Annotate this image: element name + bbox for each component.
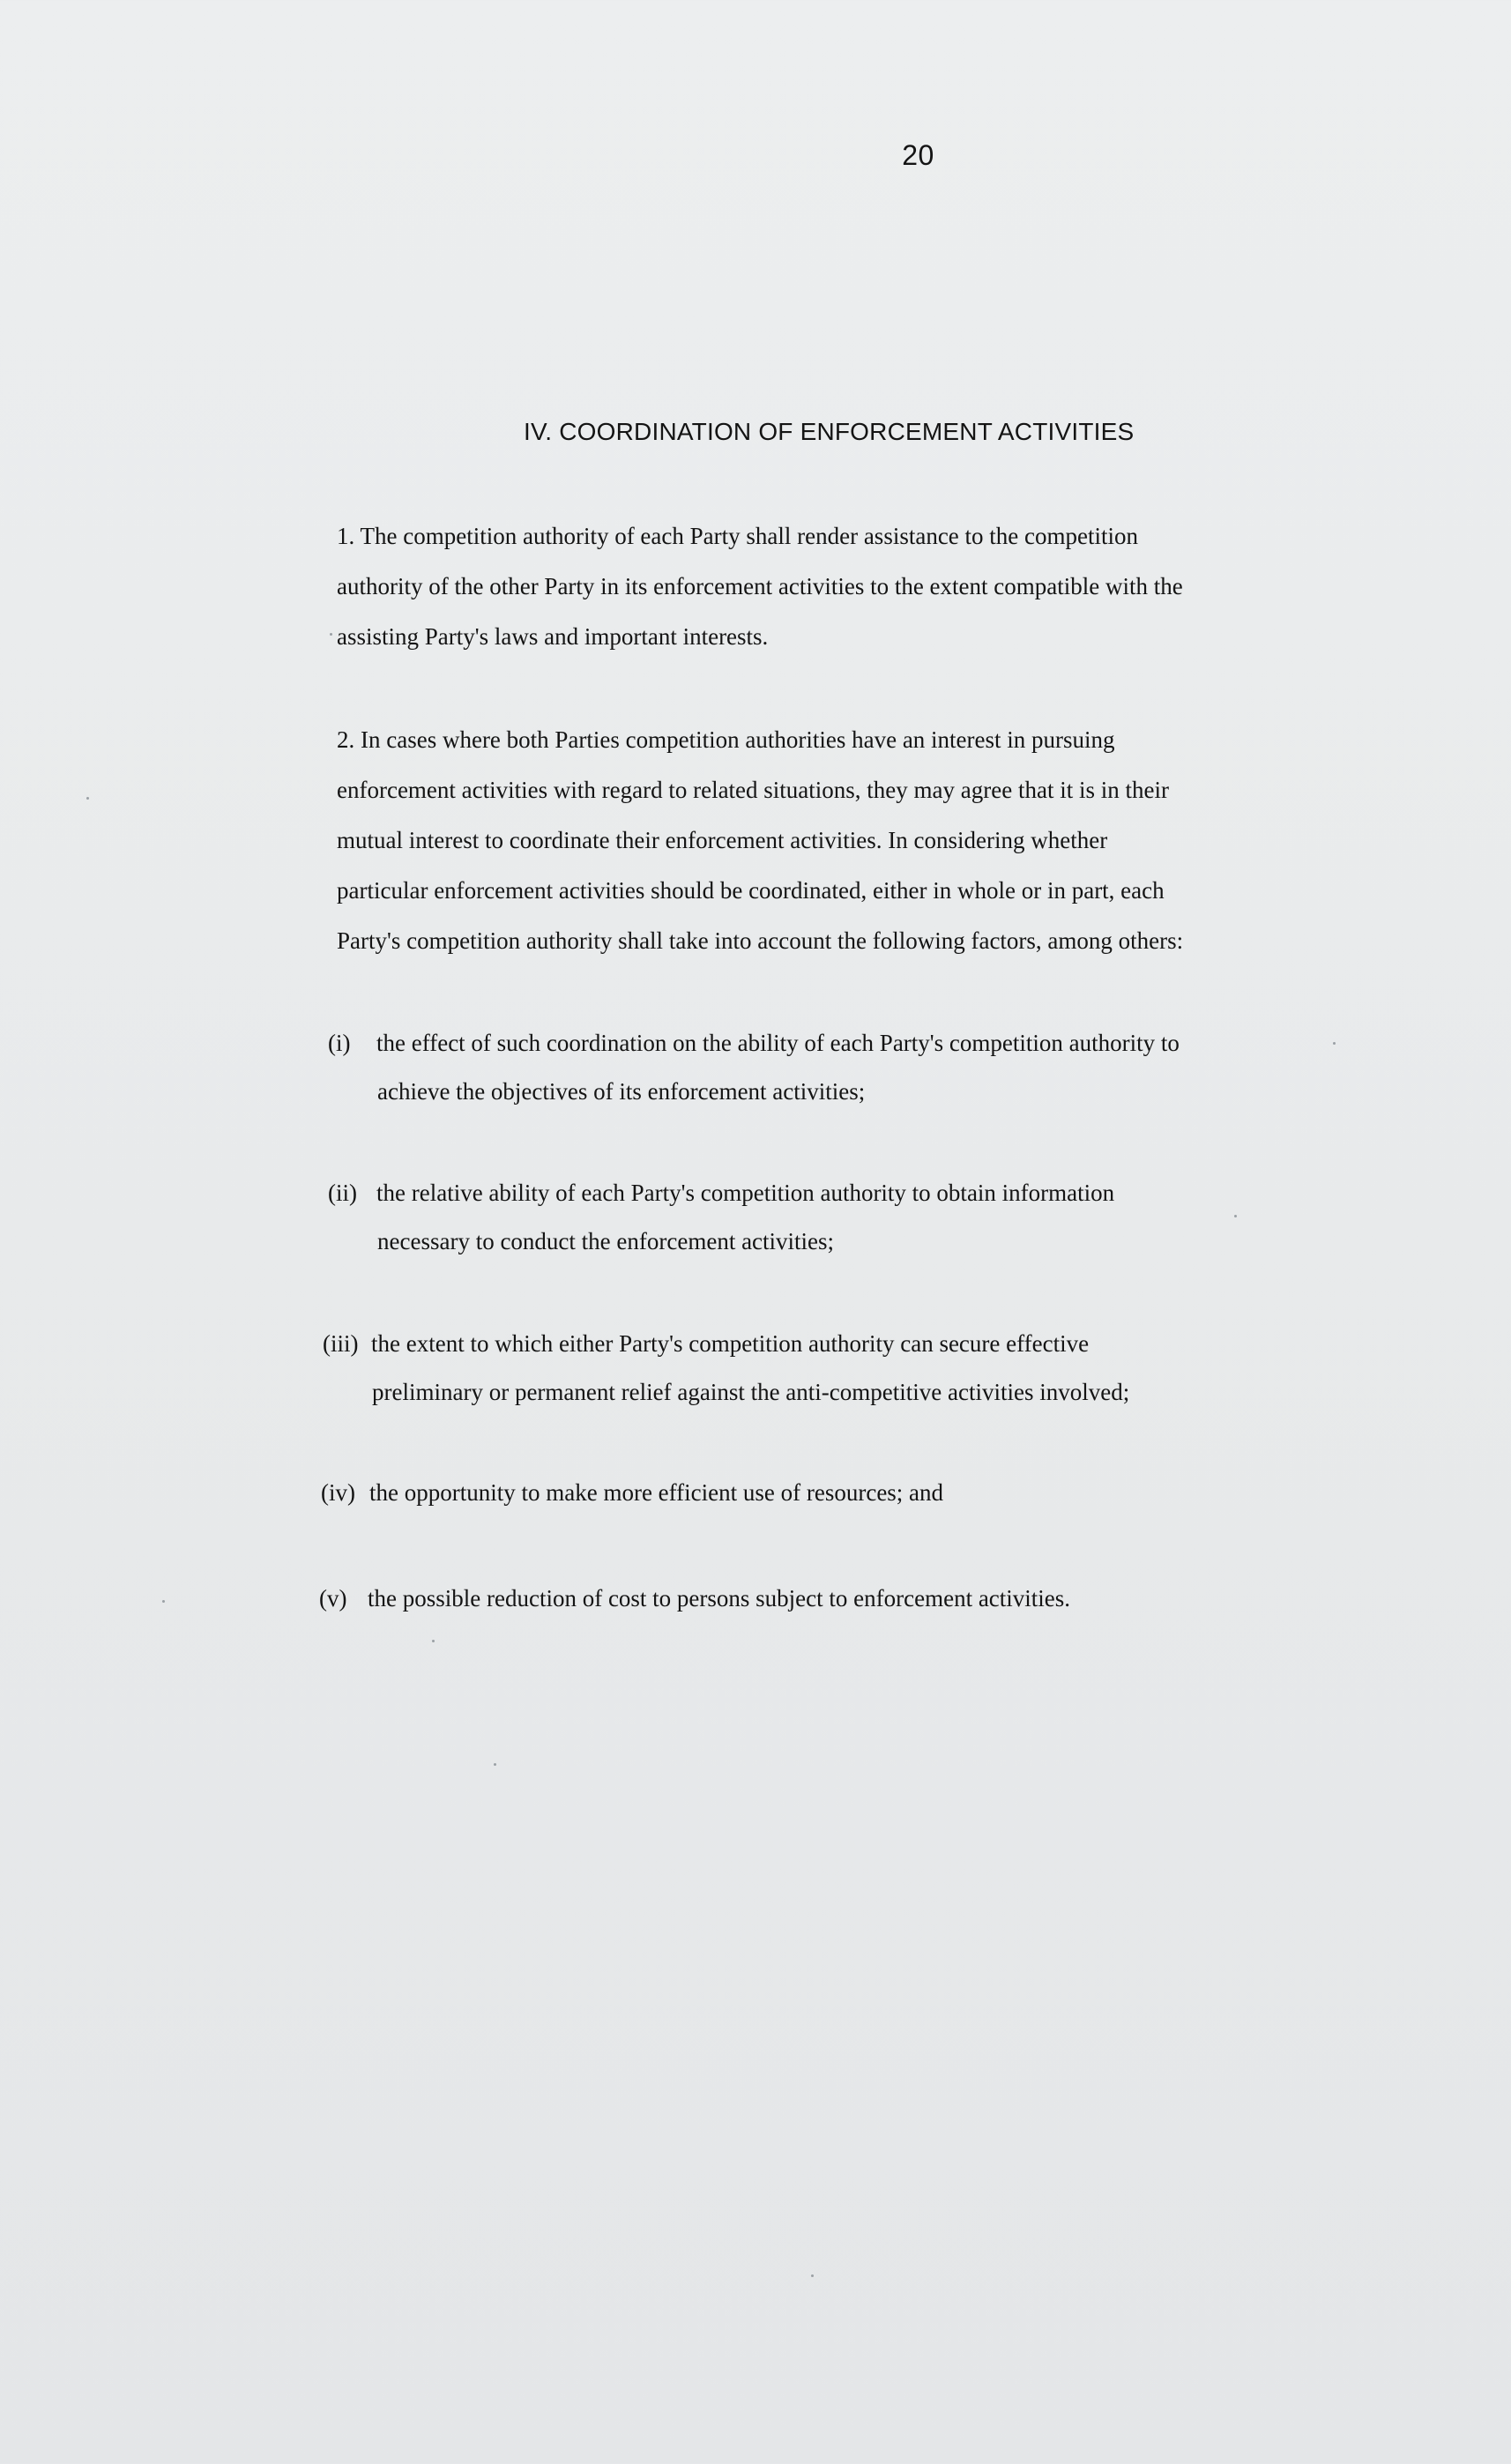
factor-item-iv [321,1469,1344,1517]
paragraph-line: assisting Party's laws and important interests. [337,623,769,650]
factor-text: the possible reduction of cost to persons subject to enforcement activities. [368,1585,1071,1612]
paragraph-2 [337,715,1333,966]
factor-text: the effect of such coordination on the ability of each Party's competition authority to [376,1030,1180,1056]
paragraph-line: authority of the other Party in its enforcement activities to the extent compatible with the [337,573,1183,599]
paragraph-line: mutual interest to coordinate their enforcement activities. In considering whether [337,827,1108,853]
factor-line: preliminary or permanent relief against the anti-competitive activities involved; [372,1379,1130,1405]
factor-text: the relative ability of each Party's competition authority to obtain information [376,1180,1115,1206]
factor-line [328,1169,1351,1217]
paper-speck [811,2274,814,2277]
paragraph-line: 2. In cases where both Parties competition authorities have an interest in pursuing [337,726,1115,753]
paper-speck [86,797,89,800]
factor-label: (iv) [321,1479,355,1506]
factor-line: necessary to conduct the enforcement activities; [377,1228,835,1254]
paper-speck [330,633,332,636]
page-number: 20 [902,139,934,171]
factor-label: (i) [328,1030,351,1056]
factor-line [328,1019,1351,1068]
factor-label: (iii) [323,1330,359,1357]
paper-speck [162,1600,165,1603]
factor-line [319,1574,1342,1623]
factor-label: (v) [319,1585,347,1612]
factor-line [323,1320,1345,1368]
factor-item-i [328,1019,1351,1116]
factor-line [321,1469,1344,1517]
paragraph-1 [337,511,1333,662]
paper-speck [432,1640,435,1642]
section-heading: IV. COORDINATION OF ENFORCEMENT ACTIVITIES [524,418,1135,445]
factor-item-iii [323,1320,1345,1417]
paper-speck [494,1763,496,1766]
factor-item-v [319,1574,1342,1623]
factor-item-ii [328,1169,1351,1266]
paper-speck [1234,1215,1237,1217]
paragraph-line: Party's competition authority shall take into account the following factors, among others: [337,927,1184,954]
paragraph-line: 1. The competition authority of each Party shall render assistance to the competition [337,523,1138,549]
factor-label: (ii) [328,1180,357,1206]
factor-text: the extent to which either Party's competition authority can secure effective [371,1330,1090,1357]
paragraph-line: enforcement activities with regard to related situations, they may agree that it is in their [337,777,1169,803]
factor-text: the opportunity to make more efficient use of resources; and [369,1479,944,1506]
paper-speck [1333,1042,1336,1045]
paragraph-line: particular enforcement activities should be coordinated, either in whole or in part, each [337,877,1165,904]
factor-line: achieve the objectives of its enforcement activities; [377,1078,866,1105]
